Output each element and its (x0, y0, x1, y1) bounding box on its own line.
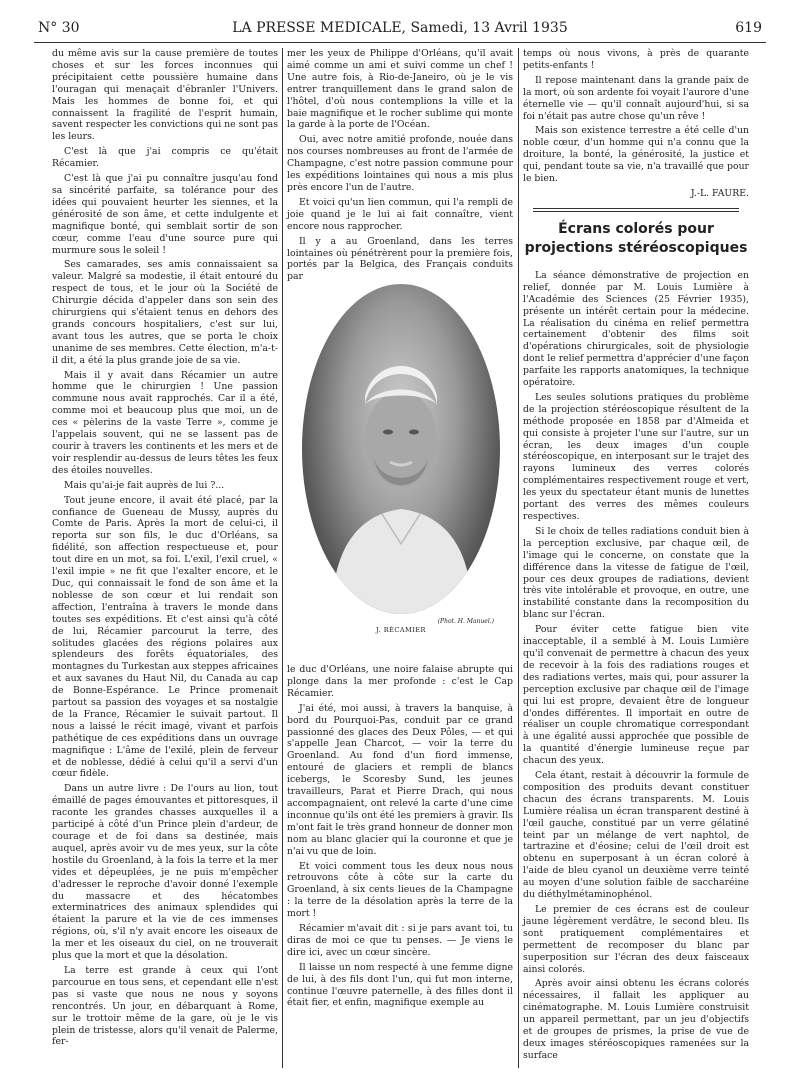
photo-credit: (Phot. H. Manuel.) (437, 618, 494, 625)
article-separator-thin (533, 211, 739, 212)
paragraph: La terre est grande à ceux qui l'ont parcourue en tous sens, et cependant elle n'est pas si vaste que nous ne nous y soyons rencontrés. Un jour, en débarquant à Rome, sur le trottoir même de la gare, où je le vis plein de tristesse, alors qu'il venait de Palerme, fer- (52, 964, 278, 1048)
paragraph: le duc d'Orléans, une noire falaise abrupte qui plonge dans la mer profonde : c'est le Cap Récamier. (287, 664, 513, 699)
portrait-photo (302, 284, 500, 614)
paragraph: temps où nous vivons, à près de quarante petits-enfants ! (523, 48, 749, 71)
portrait-illustration (302, 284, 500, 614)
paragraph: Il y a au Groenland, dans les terres lointaines où pénétrèrent pour la première fois, portés par la Belgica, des Français conduits par (287, 235, 513, 283)
paragraph: Et voici comment tous les deux nous nous retrouvons côte à côte sur la carte du Groenland, à six cents lieues de la Champagne : la terre de la désolation après la terre de la mort ! (287, 860, 513, 920)
paragraph: du même avis sur la cause première de toutes choses et sur les forces inconnues qui précipitaient cette poussière humaine dans l'ouragan qui menaçait d'ébranler l'Univers. Mais les hommes de bonne foi, et qui connaissent la fragilité de l'esprit humain, savent respecter les convictions qui ne sont pas les leurs. (52, 48, 278, 143)
page-header (34, 18, 766, 43)
paragraph: Et voici qu'un lien commun, qui l'a rempli de joie quand je le lui ai fait connaître, vient encore nous rapprocher. (287, 196, 513, 232)
paragraph: La séance démonstrative de projection en relief, donnée par M. Louis Lumière à l'Académie des Sciences (25 Février 1935), présente un intérêt certain pour la médecine. La réalisation du cinéma en relief permettra certainement d'obtenir des films soit d'opérations chirurgicales, soit de physiologie dont le relief permettra d'apprécier d'une façon parfaite les rapports anatomiques, la technique opératoire. (523, 269, 749, 389)
issue-number: N° 30 (38, 20, 80, 36)
page-number: 619 (735, 20, 762, 36)
author-signature: J.-L. FAURE. (690, 187, 749, 199)
paragraph: Le premier de ces écrans est de couleur jaune légèrement verdâtre, le second bleu. Ils sont pratiquement complémentaires et permettent de recomposer du blanc par superposition sur l'écran des deux faisceaux ainsi colorés. (523, 904, 749, 975)
paragraph: Dans un autre livre : De l'ours au lion, tout émaillé de pages émouvantes et pittoresques, il raconte les grandes chasses auxquelles il a participé à côté d'un Prince plein d'ardeur, de courage et de foi dans sa destinée, mais auquel, après avoir vu de mes yeux, sur la côte hostile du Groenland, à la fois la terre et la mer vides et dépeuplées, je ne puis m'empêcher d'adresser le reproche d'avoir donné l'exemple du massacre et des hécatombes exterminatrices des animaux splendides qui étaient la parure et la vie de ces immenses régions, où, s'il n'y avait encore les oiseaux de la mer et les oiseaux du ciel, on ne trouverait plus que la mort et que la désolation. (52, 783, 278, 962)
paragraph: Cela étant, restait à découvrir la formule de composition des produits devant constituer chacun des écrans transparents. M. Louis Lumière réalisa un écran transparent destiné à l'œil gauche, constitué par un verre gélatiné teint par un mélange de vert naphtol, de tartrazine et d'éosine; celui de l'œil droit est obtenu en superposant à un écran coloré à l'aide de bleu cyanol un deuxième verre teinté au moyen d'une solution faible de saccharéine du diéthylmétaminophénol. (523, 770, 749, 901)
column-divider-1 (282, 48, 283, 1068)
paragraph: mer les yeux de Philippe d'Orléans, qu'il avait aimé comme un ami et suivi comme un chef ! Une autre fois, à Rio-de-Janeiro, où je le vis entrer tranquillement dans le grand salon de l'hôtel, d'où nous contemplions la ville et la baie magnifique et le rocher sublime qui monte la garde à la porte de l'Océan. (287, 48, 513, 131)
paragraph: C'est là que j'ai pu connaître jusqu'au fond sa sincérité parfaite, sa tolérance pour des idées qui pouvaient heurter les siennes, et la générosité de son âme, et cette indulgente et magnifique bonté, qui semblait sortir de son cœur, comme l'eau d'une source pure qui murmure sous le soleil ! (52, 173, 278, 256)
paragraph: J'ai été, moi aussi, à travers la banquise, à bord du Pourquoi-Pas, conduit par ce grand passionné des glaces des Deux Pôles, — et qui s'appelle Jean Charcot, — voir la terre du Groenland. Au fond d'un fiord immense, entouré de glaciers et rempli de blancs icebergs, le Scoresby Sund, les jeunes travailleurs, Parat et Pierre Drach, qui nous accompagnaient, ont relevé la carte d'une cime inconnue qu'ils ont été les premiers à gravir. Ils m'ont fait le très grand honneur de donner mon nom au blanc glacier qui la couronne et que je n'ai vu que de loin. (287, 702, 513, 857)
paragraph: Les seules solutions pratiques du problème de la projection stéréoscopique résultent de la méthode proposée en 1858 par d'Almeida et qui consiste à projeter l'une sur l'autre, sur un écran, les deux images d'un couple stéréoscopique, en interposant sur le trajet des rayons lumineux des verres colorés complémentaires respectivement rouge et vert, les yeux du spectateur étant munis de lunettes portant des verres des mêmes couleurs respectives. (523, 391, 749, 522)
paragraph: Récamier m'avait dit : si je pars avant toi, tu diras de moi ce que tu penses. — Je viens le dire ici, avec un cœur sincère. (287, 923, 513, 958)
paragraph: Mais il y avait dans Récamier un autre homme que le chirurgien ! Une passion commune nous avait rapprochés. Car il a été, comme moi et beaucoup plus que moi, un de ces « pèlerins de la vaste Terre », comme je l'appelais souvent, qui ne se lassent pas de courir à travers les continents et les mers et de voir resplendir au-dessus de leurs têtes les feux des étoiles nouvelles. (52, 369, 278, 476)
article-title: Écrans colorés pour projections stéréoscopiques (524, 220, 748, 256)
paragraph: Mais qu'ai-je fait auprès de lui ?... (64, 479, 225, 491)
column-middle-bottom (287, 664, 513, 1012)
paragraph: Si le choix de telles radiations conduit bien à la perception exclusive, par chaque œil, de l'image qui le concerne, on constate que la différence dans la vitesse de fatigue de l'œil, pour ces deux groupes de radiations, devient très vite intolérable et provoque, en outre, une instabilité constante dans la recomposition du blanc sur l'écran. (523, 525, 749, 621)
column-divider-2 (518, 48, 519, 1068)
article-separator (533, 208, 739, 209)
column-left (52, 48, 278, 1051)
paragraph: C'est là que j'ai compris ce qu'était Récamier. (52, 146, 278, 170)
column-right (523, 48, 749, 1065)
paragraph: Pour éviter cette fatigue bien vite inacceptable, il a semblé à M. Louis Lumière qu'il convenait de permettre à chacun des yeux de recevoir à la fois des radiations rouges et des radiations vertes, mais qui, pour assurer la perception exclusive par chaque œil de l'image qui lui est propre, devaient être de longueur d'ondes différentes. Il importait en outre de réaliser un couple chromatique correspondant à une égalité aussi approchée que possible de la quantité d'énergie lumineuse reçue par chacun des yeux. (523, 624, 749, 767)
paragraph: Tout jeune encore, il avait été placé, par la confiance de Gueneau de Mussy, auprès du Comte de Paris. Après la mort de celui-ci, il reporta sur son fils, le duc d'Orléans, sa fidélité, son affection respectueuse et, pour tout dire en un mot, sa foi. L'exil, l'exil cruel, « l'exil impie » ne fit que l'exalter encore, et le Duc, qui connaissait le fond de son âme et la noblesse de son cœur et lui rendait son affection, l'entraîna à travers le monde dans toutes ses expéditions. Et c'est ainsi qu'à côté de lui, Récamier parcourut la terre, des solitudes glacées des régions polaires aux splendeurs des forêts équatoriales, des montagnes du Turkestan aux steppes africaines et aux savanes du Haut Nil, du Canada au cap de Bonne-Espérance. Le Prince promenait partout sa passion des voyages et sa nostalgie de la France, Récamier le suivait partout. Il nous a laissé le récit imagé, vivant et parfois pathétique de ces expéditions dans un ouvrage magnifique : L'âme de l'exilé, plein de ferveur et de noblesse, dédié à celui qu'il a servi d'un cœur fidèle. (52, 494, 278, 780)
paragraph: Après avoir ainsi obtenu les écrans colorés nécessaires, il fallait les appliquer au cinématographe. M. Louis Lumière construisit un appareil permettant, par un jeu d'objectifs et de groupes de prismes, la prise de vue de deux images stéréoscopiques ramenées sur la surface (523, 978, 749, 1061)
paragraph: Ses camarades, ses amis connaissaient sa valeur. Malgré sa modestie, il était entouré du respect de tous, et le jour où la Société de Chirurgie décida d'appeler dans son sein des chirurgiens qui s'étaient tenus en dehors des grands concours hospitaliers, c'est sur lui, avant tous les autres, que se porta le choix unanime de ses membres. Cette élection, m'a-t-il dit, a été la plus grande joie de sa vie. (52, 259, 278, 366)
column-middle-top (287, 48, 513, 286)
journal-title: LA PRESSE MEDICALE, Samedi, 13 Avril 1935 (232, 20, 568, 36)
paragraph: Mais son existence terrestre a été celle d'un noble cœur, d'un homme qui n'a connu que la droiture, la bonté, la générosité, la justice et qui, pendant toute sa vie, n'a travaillé que pour le bien. (523, 125, 749, 185)
paragraph: Il laisse un nom respecté à une femme digne de lui, à des fils dont l'un, qui fut mon interne, continue l'œuvre paternelle, à des filles dont il était fier, et enfin, magnifique exemple au (287, 961, 513, 1009)
portrait-figure (294, 284, 508, 644)
paragraph: Oui, avec notre amitié profonde, nouée dans nos courses nombreuses au front de l'armée de Champagne, c'est notre passion commune pour les expéditions lointaines qui nous a mis plus près encore l'un de l'autre. (287, 134, 513, 193)
paragraph: Il repose maintenant dans la grande paix de la mort, où son ardente foi voyait l'aurore d'une éternelle vie — qu'il connaît aujourd'hui, si sa foi n'était pas autre chose qu'un rêve ! (523, 74, 749, 122)
photo-caption: J. RÉCAMIER (376, 626, 426, 634)
